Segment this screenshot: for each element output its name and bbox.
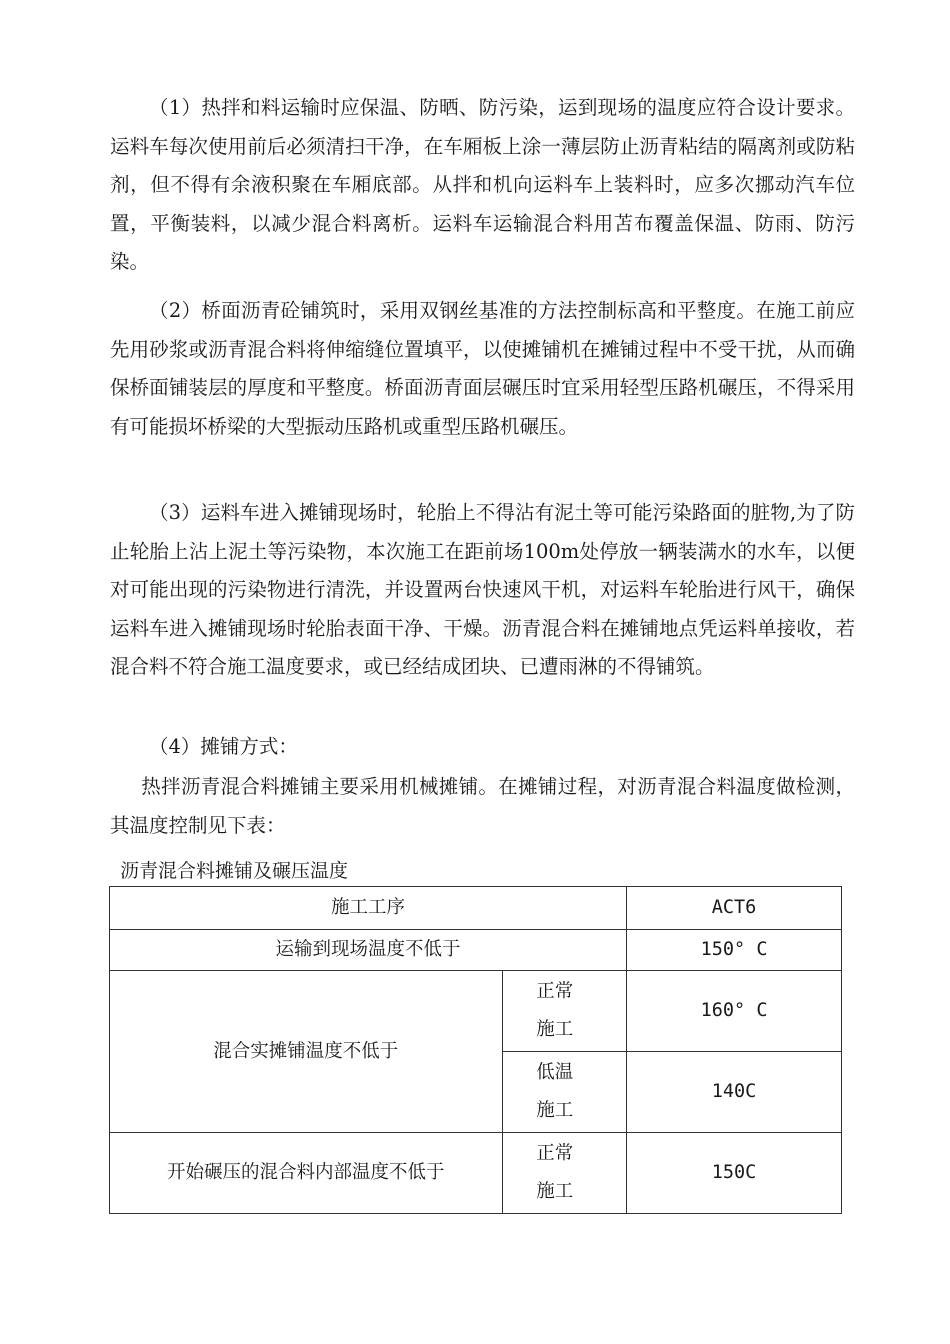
temperature-table	[109, 886, 842, 1214]
process-cell-wrap	[110, 1133, 503, 1214]
sub-cell-text: 正常施工	[536, 981, 574, 1040]
value-cell: 140C	[627, 1052, 842, 1133]
sub-cell	[502, 971, 627, 1052]
table-row	[110, 930, 842, 971]
paragraph-1: （1）热拌和料运输时应保温、防晒、防污染，运到现场的温度应符合设计要求。运料车每次使用前后必须清扫干净，在车厢板上涂一薄层防止沥青粘结的隔离剂或防粘剂，但不得有余液积聚在车厢底部。从拌和机向运料车上装料时，应多次挪动汽车位置，平衡装料，以减少混合料离析。运料车运输混合料用苫布覆盖保温、防雨、防污染。	[110, 96, 855, 273]
table-row	[110, 971, 842, 1052]
value-cell: 150C	[627, 1133, 842, 1214]
sub-cell	[502, 1052, 627, 1133]
process-cell: 运输到现场温度不低于	[110, 930, 627, 971]
paragraph-4-heading: （4）摊铺方式：	[149, 735, 298, 758]
paragraph-5: 热拌沥青混合料摊铺主要采用机械摊铺。在摊铺过程，对沥青混合料温度做检测，其温度控制见下表：	[110, 775, 855, 837]
process-cell: 混合实摊铺温度不低于	[110, 971, 503, 1133]
table-caption: 沥青混合料摊铺及碾压温度	[120, 860, 349, 882]
header-process-cell: 施工工序	[110, 887, 627, 930]
process-cell: 开始碾压的混合料内部温度不低于	[167, 1162, 445, 1183]
table-row	[110, 1133, 842, 1214]
table-header-row	[110, 887, 842, 930]
sub-cell-text: 低温施工	[536, 1062, 574, 1121]
paragraph-3: （3）运料车进入摊铺现场时，轮胎上不得沾有泥土等可能污染路面的脏物,为了防止轮胎上沾上泥土等污染物，本次施工在距前场100m处停放一辆装满水的水车，以便对可能出现的污染物进行清洗，并设置两台快速风干机，对运料车轮胎进行风干，确保运料车进入摊铺现场时轮胎表面干净、干燥。沥青混合料在摊铺地点凭运料单接收，若混合料不符合施工温度要求，或已经结成团块、已遭雨淋的不得铺筑。	[110, 501, 855, 678]
header-value-cell: ACT6	[627, 887, 842, 930]
value-cell: 160° C	[627, 971, 842, 1052]
sub-cell	[502, 1133, 627, 1214]
value-cell: 150° C	[627, 930, 842, 971]
paragraph-2: （2）桥面沥青砼铺筑时，采用双钢丝基准的方法控制标高和平整度。在施工前应先用砂浆或沥青混合料将伸缩缝位置填平，以使摊铺机在摊铺过程中不受干扰，从而确保桥面铺装层的厚度和平整度。桥面沥青面层碾压时宜采用轻型压路机碾压，不得采用有可能损坏桥梁的大型振动压路机或重型压路机碾压。	[110, 299, 855, 438]
sub-cell-text: 正常施工	[536, 1143, 574, 1202]
